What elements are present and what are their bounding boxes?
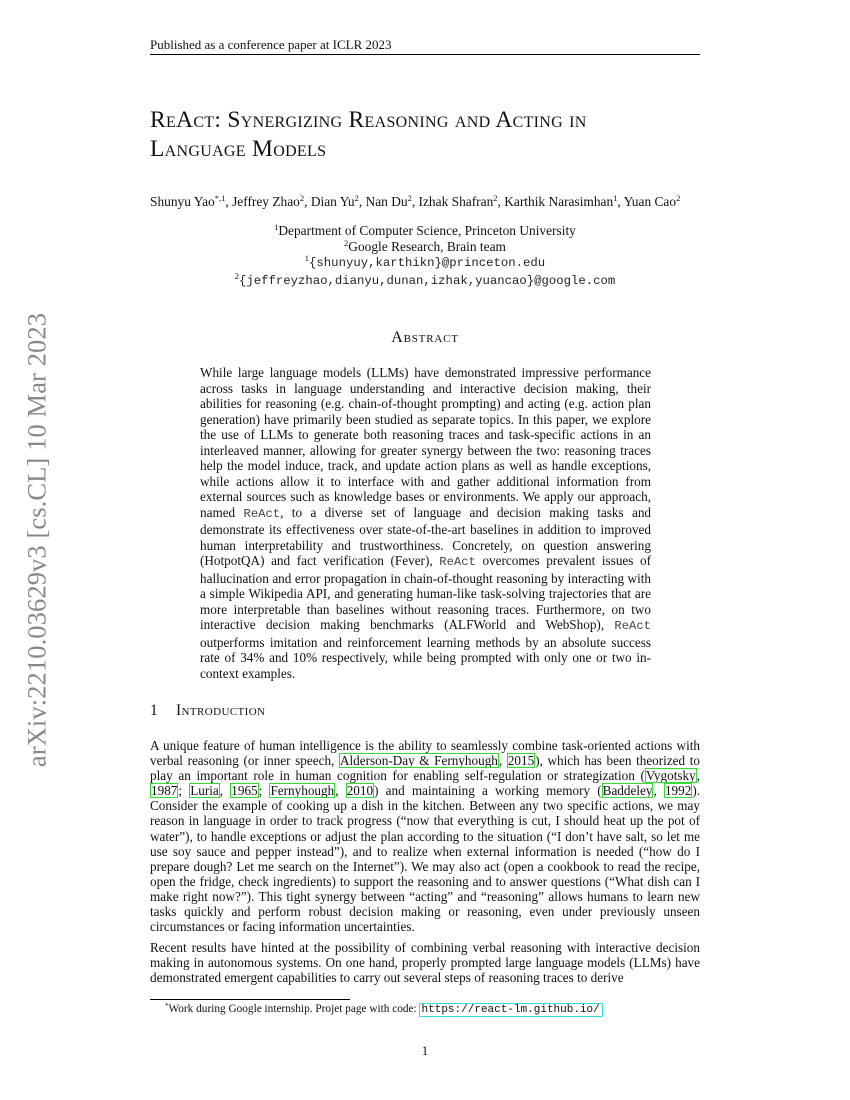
citation-year-link[interactable]: 2010 bbox=[346, 783, 374, 799]
footnote bbox=[165, 1002, 705, 1017]
arxiv-stamp bbox=[4, 290, 70, 790]
introduction-body bbox=[150, 738, 700, 992]
author-sup: 2 bbox=[493, 193, 498, 203]
citation-year-link[interactable]: 1992 bbox=[664, 783, 692, 799]
body-text: ), which has been theorized to play an important role in human cognition for enabling self-regulation or strategization ( bbox=[150, 753, 700, 784]
citation-link[interactable]: Vygotsky bbox=[645, 768, 696, 784]
header-rule bbox=[150, 54, 700, 55]
citation-year-link[interactable]: 1965 bbox=[231, 783, 258, 799]
body-text: A unique feature of human intelligence is the ability to seamlessly combine task-oriented actions with verbal reasoning (or inner speech, bbox=[150, 738, 700, 769]
author-sup: 2 bbox=[354, 193, 359, 203]
affiliations bbox=[150, 223, 700, 289]
section-number: 1 bbox=[150, 702, 158, 719]
abstract-heading: Abstract bbox=[391, 329, 459, 346]
affiliation-sup: 1 bbox=[274, 222, 279, 232]
author-name: Karthik Narasimhan bbox=[504, 194, 614, 209]
running-header: Published as a conference paper at ICLR 2023 bbox=[150, 37, 392, 52]
abstract-paragraph bbox=[200, 365, 651, 681]
author-sup: 1 bbox=[613, 193, 618, 203]
author-sup: 2 bbox=[299, 193, 305, 203]
body-paragraph: Recent results have hinted at the possibility of combining verbal reasoning with interactive decision making in autonomous systems. On one hand, properly prompted large language models (LLMs) have demonstrated emergent capabilities to carry out several steps of reasoning traces to derive bbox=[150, 940, 700, 986]
author-list: Shunyu Yao$^{*,1}$, Jeffrey Zhao$^2$, Dian Yu$^2$, Nan Du$^2$, Izhak Shafran$^2$, Karthik Narasimhan$^1$, Yuan Cao$^2$ bbox=[150, 193, 681, 209]
footnote-rule bbox=[150, 999, 350, 1000]
abstract-text: , to a diverse set of language and decision making tasks and demonstrate its effectiveness over state-of-the-art baselines in addition to improved human interpretability and trustworthiness. Concretely, on question answering (HotpotQA) and fact verification (Fever), bbox=[200, 504, 652, 568]
author-name: Nan Du bbox=[365, 194, 408, 209]
author-name: Shunyu Yao bbox=[150, 194, 215, 209]
email-text: {jeffreyzhao,dianyu,dunan,izhak,yuancao}@google.com bbox=[238, 273, 616, 288]
citation-link[interactable]: Baddeley bbox=[602, 783, 653, 799]
abstract-text: overcomes prevalent issues of hallucination and error propagation in chain-of-thought reasoning by interacting with a simple Wikipedia API, and generating human-like task-solving trajectories that are more interpretable than baselines without reasoning traces. Furthermore, on two interactive decision making benchmarks (ALFWorld and WebShop), bbox=[200, 553, 651, 632]
arxiv-id: arXiv:2210.03629v3 [cs.CL] 10 Mar 2023 bbox=[21, 312, 52, 768]
author-sup: 2 bbox=[407, 193, 412, 203]
email-line bbox=[150, 272, 700, 290]
paper-title bbox=[150, 106, 710, 164]
author-name: Jeffrey Zhao bbox=[232, 194, 300, 209]
citation-year-link[interactable]: 2015 bbox=[507, 753, 535, 769]
title-line-1: ReAct: Synergizing Reasoning and Acting in bbox=[150, 107, 587, 133]
author-name: Izhak Shafran bbox=[418, 194, 494, 209]
affiliation-text: Department of Computer Science, Princeton University bbox=[278, 223, 576, 238]
page-number: 1 bbox=[421, 1043, 429, 1058]
affiliation-line bbox=[150, 223, 700, 239]
body-text: ). Consider the example of cooking up a dish in the kitchen. Between any two specific actions, we may reason in language in order to track progress (“now that everything is cut, I should heat up the pot of water”), to handle exceptions or adjust the plan according to the situation (“I don’t have salt, so let me use soy sauce and pepper instead”), and to realize when external information is needed (“how do I prepare dough? Let me search on the Internet”). We may also act (open a cookbook to read the recipe, open the fridge, check ingredients) to support the reasoning and to answer questions (“What dish can I make right now?”). This tight synergy between “acting” and “reasoning” allows humans to learn new tasks quickly and perform robust decision making or reasoning, even under previously unseen circumstances or facing information uncertainties. bbox=[150, 783, 701, 935]
react-term: ReAct bbox=[614, 619, 651, 633]
citation-link[interactable]: Fernyhough bbox=[270, 783, 335, 799]
author-name: Dian Yu bbox=[310, 194, 355, 209]
footnote-text: Work during Google internship. Projet page with code: bbox=[168, 1003, 420, 1015]
section-heading bbox=[150, 702, 265, 720]
affiliation-sup: 1 bbox=[304, 253, 310, 263]
author-sup: *,1 bbox=[214, 193, 226, 203]
footnote-mark: * bbox=[165, 1002, 169, 1010]
abstract-body bbox=[200, 365, 651, 681]
citation-year-link[interactable]: 1987 bbox=[151, 783, 178, 799]
email-text: {shunyuy,karthikn}@princeton.edu bbox=[309, 256, 546, 270]
citation-link[interactable]: Alderson-Day & Fernyhough bbox=[339, 753, 498, 769]
body-paragraph: A unique feature of human intelligence is the ability to seamlessly combine task-oriented actions with verbal reasoning (or inner speech, Alderson-Day & Fernyhough, 2015), which has been theorized to play an important role in human cognition for enabling self-regulation or strategization (Vygotsky, 1987; Luria, 1965; Fernyhough, 2010) and maintaining a working memory (Baddeley, 1992). Consider the example of cooking up a dish in the kitchen. Between any two specific actions, we may reason in language in order to track progress (“now that everything is cut, I should heat up the pot of water”), to handle exceptions or adjust the plan according to the situation (“I don’t have salt, so let me use soy sauce and pepper instead”), and to realize when external information is needed (“how do I prepare dough? Let me search on the Internet”). We may also act (open a cookbook to read the recipe, open the fridge, check ingredients) to support the reasoning and to answer questions (“What dish can I make right now?”). This tight synergy between “acting” and “reasoning” allows humans to learn new tasks quickly and perform robust decision making or reasoning, even under previously unseen circumstances or facing information uncertainties. bbox=[150, 738, 701, 935]
email-line bbox=[150, 254, 700, 272]
affiliation-sup: 2 bbox=[234, 270, 239, 281]
react-term: ReAct bbox=[243, 506, 281, 521]
abstract-text: outperforms imitation and reinforcement learning methods by an absolute success rate of 34% and 10% respectively, while being prompted with only one or two in-context examples. bbox=[200, 634, 651, 681]
project-url-link[interactable]: https://react-lm.github.io/ bbox=[421, 1004, 600, 1016]
author-sup: 2 bbox=[676, 193, 681, 203]
author-name: Yuan Cao bbox=[623, 194, 677, 209]
citation-link[interactable]: Luria bbox=[190, 783, 219, 799]
section-title: Introduction bbox=[176, 702, 266, 719]
affiliation-line bbox=[150, 239, 700, 255]
body-text: ) and maintaining a working memory ( bbox=[374, 783, 602, 799]
react-term: ReAct bbox=[439, 555, 476, 569]
affiliation-sup: 2 bbox=[344, 237, 349, 248]
affiliation-text: Google Research, Brain team bbox=[348, 238, 506, 254]
abstract-text: While large language models (LLMs) have demonstrated impressive performance across tasks in language understanding and interactive decision making, their abilities for reasoning (e.g. chain-of-thought prompting) and acting (e.g. action plan generation) have primarily been studied as separate topics. In this paper, we explore the use of LLMs to generate both reasoning traces and task-specific actions in an interleaved manner, allowing for greater synergy between the two: reasoning traces help the model induce, track, and update action plans as well as handle exceptions, while actions allow it to interface with and gather additional information from external sources such as knowledge bases or environments. We apply our approach, named bbox=[200, 365, 651, 520]
title-line-2: Language Models bbox=[150, 136, 327, 162]
